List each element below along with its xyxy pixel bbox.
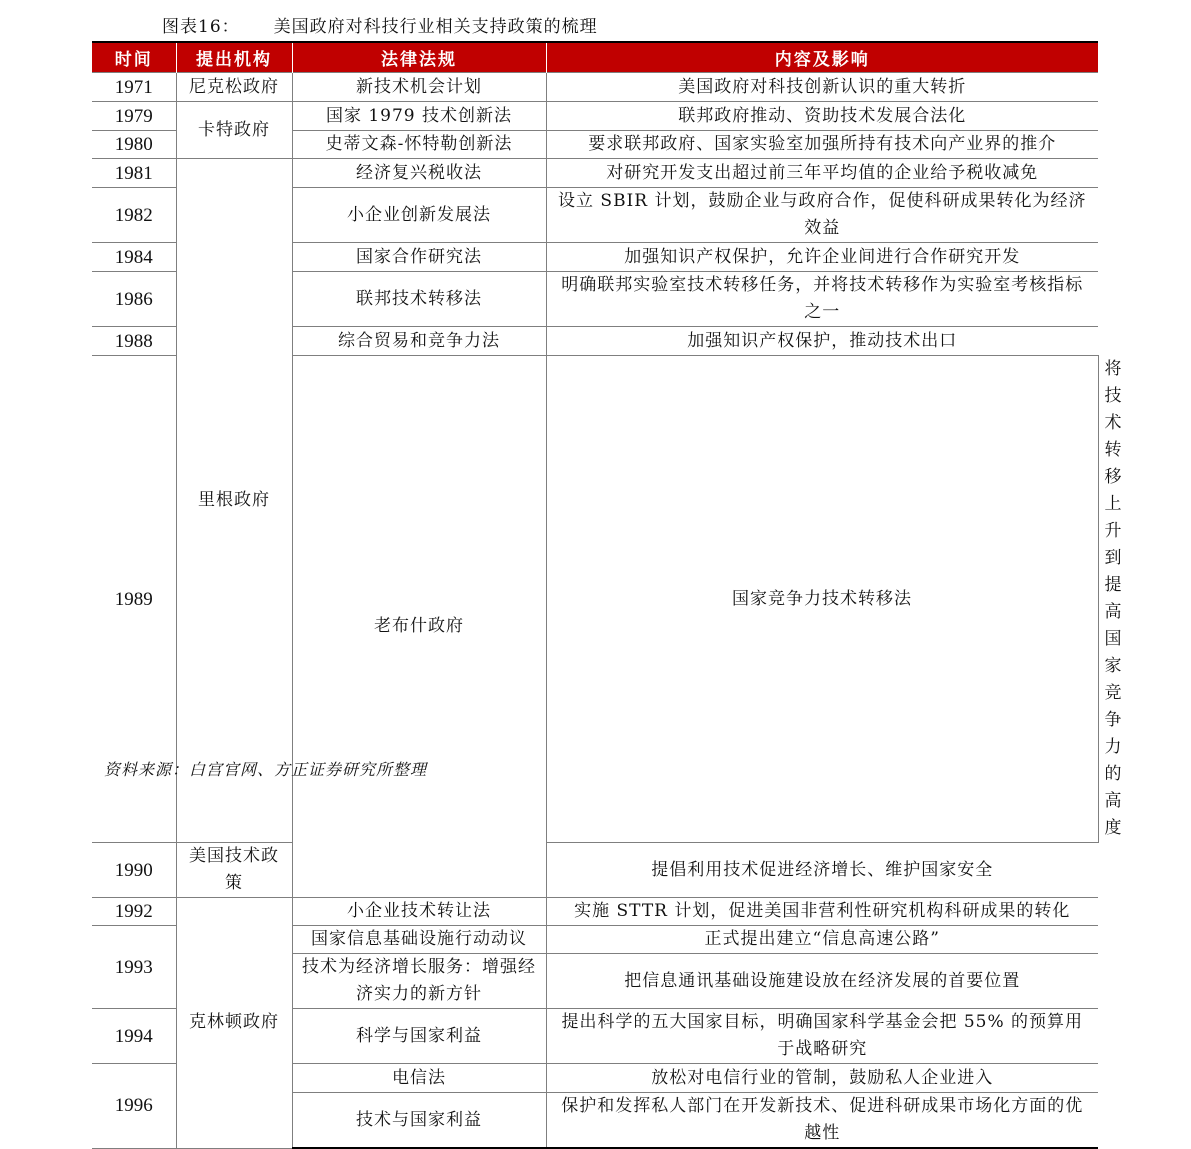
law-cell: 科学与国家利益 (292, 1009, 546, 1064)
table-row (92, 159, 1098, 188)
table-row (92, 898, 1098, 926)
header-content: 内容及影响 (546, 43, 1098, 73)
content-cell: 放松对电信行业的管制，鼓励私人企业进入 (546, 1064, 1098, 1093)
content-cell: 实施 STTR 计划，促进美国非营利性研究机构科研成果的转化 (546, 898, 1098, 926)
content-cell: 美国政府对科技创新认识的重大转折 (546, 73, 1098, 102)
org-cell: 老布什政府 (292, 356, 546, 898)
content-cell: 设立 SBIR 计划，鼓励企业与政府合作，促使科研成果转化为经济效益 (546, 188, 1098, 243)
content-cell: 提倡利用技术促进经济增长、维护国家安全 (546, 843, 1098, 898)
org-cell: 卡特政府 (176, 102, 292, 159)
year-cell: 1979 (92, 102, 176, 131)
year-cell: 1993 (92, 926, 176, 1009)
table-row (92, 843, 1098, 898)
caption-label: 图表16： (162, 17, 240, 37)
table-row: 1989 老布什政府 国家竞争力技术转移法 将技术转移上升到提高国家竞争力的高度 (92, 356, 1098, 843)
law-cell: 经济复兴税收法 (292, 159, 546, 188)
law-cell: 国家竞争力技术转移法 (546, 356, 1098, 843)
year-cell: 1988 (92, 327, 176, 356)
header-law: 法律法规 (292, 43, 546, 73)
law-cell: 国家 1979 技术创新法 (292, 102, 546, 131)
content-cell: 提出科学的五大国家目标，明确国家科学基金会把 55% 的预算用于战略研究 (546, 1009, 1098, 1064)
law-cell: 史蒂文森-怀特勒创新法 (292, 131, 546, 159)
law-cell: 国家合作研究法 (292, 243, 546, 272)
year-cell: 1982 (92, 188, 176, 243)
year-cell: 1990 (92, 843, 176, 898)
law-cell: 技术与国家利益 (292, 1093, 546, 1149)
law-cell: 综合贸易和竞争力法 (292, 327, 546, 356)
law-cell: 小企业创新发展法 (292, 188, 546, 243)
figure-caption (162, 12, 598, 37)
year-cell: 1989 (92, 356, 176, 843)
content-cell: 明确联邦实验室技术转移任务，并将技术转移作为实验室考核指标之一 (546, 272, 1098, 327)
org-cell: 尼克松政府 (176, 73, 292, 102)
source-note: 资料来源：白宫官网、方正证券研究所整理 (104, 760, 428, 779)
content-cell: 加强知识产权保护，允许企业间进行合作研究开发 (546, 243, 1098, 272)
year-cell: 1986 (92, 272, 176, 327)
content-cell: 要求联邦政府、国家实验室加强所持有技术向产业界的推介 (546, 131, 1098, 159)
header-time: 时间 (92, 43, 176, 73)
table-row (92, 73, 1098, 102)
law-cell: 联邦技术转移法 (292, 272, 546, 327)
law-cell: 技术为经济增长服务：增强经济实力的新方针 (292, 954, 546, 1009)
year-cell: 1981 (92, 159, 176, 188)
header-org: 提出机构 (176, 43, 292, 73)
law-cell: 美国技术政策 (176, 843, 292, 898)
law-cell: 新技术机会计划 (292, 73, 546, 102)
law-cell: 电信法 (292, 1064, 546, 1093)
org-cell: 里根政府 (176, 159, 292, 843)
year-cell: 1996 (92, 1064, 176, 1149)
content-cell: 加强知识产权保护，推动技术出口 (546, 327, 1098, 356)
policy-table (92, 43, 1123, 1149)
year-cell: 1994 (92, 1009, 176, 1064)
caption-title: 美国政府对科技行业相关支持政策的梳理 (273, 17, 598, 37)
content-cell: 联邦政府推动、资助技术发展合法化 (546, 102, 1098, 131)
year-cell: 1980 (92, 131, 176, 159)
year-cell: 1971 (92, 73, 176, 102)
content-cell: 保护和发挥私人部门在开发新技术、促进科研成果市场化方面的优越性 (546, 1093, 1098, 1149)
law-cell: 国家信息基础设施行动动议 (292, 926, 546, 954)
year-cell: 1984 (92, 243, 176, 272)
content-cell: 正式提出建立“信息高速公路” (546, 926, 1098, 954)
year-cell: 1992 (92, 898, 176, 926)
org-cell: 克林顿政府 (176, 898, 292, 1149)
law-cell: 小企业技术转让法 (292, 898, 546, 926)
content-cell: 对研究开发支出超过前三年平均值的企业给予税收减免 (546, 159, 1098, 188)
table-row (92, 102, 1098, 131)
content-cell: 把信息通讯基础设施建设放在经济发展的首要位置 (546, 954, 1098, 1009)
table-header-row (92, 43, 1098, 73)
